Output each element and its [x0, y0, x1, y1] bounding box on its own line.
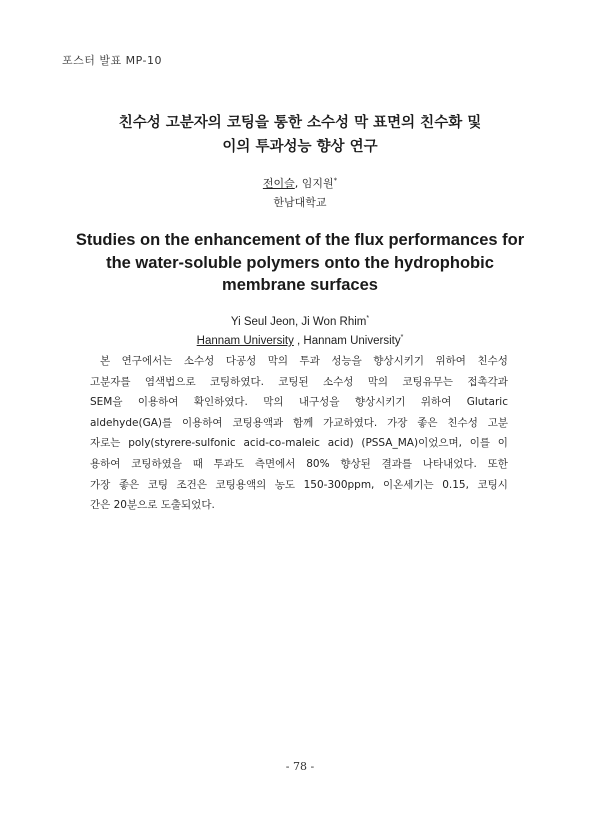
corresponding-mark-korean: *	[333, 176, 338, 185]
abstract-line	[90, 351, 508, 372]
abstract-word: 다공성	[225, 355, 257, 367]
abstract-word: 코팅유무는	[402, 375, 454, 388]
abstract-word: 이온세기는	[382, 478, 434, 491]
abstract-word: 함께	[293, 416, 314, 429]
abstract-word: 이용하여	[137, 396, 179, 409]
english-author-names: Yi Seul Jeon, Ji Won Rhim	[230, 316, 367, 328]
abstract-word: 향상된	[340, 457, 371, 470]
abstract-word: 위하여	[420, 396, 452, 409]
abstract-word: 코팅용액과	[232, 416, 284, 429]
abstract-word: 농도	[274, 478, 296, 491]
abstract-word: 고분자를	[90, 375, 131, 388]
abstract-line	[90, 475, 508, 496]
abstract-word: (PSSA_MA)이었으며,	[361, 437, 462, 450]
korean-affiliation: 한남대학교	[273, 196, 327, 209]
abstract-line	[90, 372, 508, 393]
abstract-word: 위하여	[435, 355, 466, 367]
abstract-word: 좋은	[417, 416, 438, 429]
abstract-word: poly(styrere-sulfonic	[128, 437, 236, 450]
english-title	[0, 229, 600, 297]
abstract-word: Glutaric	[466, 396, 508, 409]
english-affiliation-first: Hannam University	[196, 335, 294, 347]
abstract-word: 막의	[267, 355, 289, 367]
korean-title-line-1: 친수성 고분자의 코팅을 통한 소수성 막 표면의 친수화 및	[118, 115, 482, 131]
abstract-word: 막의	[263, 396, 284, 409]
abstract-word: 0.15,	[442, 478, 469, 491]
abstract-word: 투과	[299, 355, 320, 367]
abstract-word: 용하여	[90, 457, 121, 470]
abstract-line	[90, 495, 508, 516]
abstract-word: 자로는	[90, 437, 121, 450]
abstract-word: 본	[90, 355, 111, 367]
english-title-line-2: the water-soluble polymers onto the hydrophobic	[106, 253, 494, 272]
abstract-word: 결과를	[381, 457, 413, 470]
abstract-word: 이를	[469, 437, 491, 450]
abstract-word: 코팅된	[278, 375, 309, 388]
english-affiliation-separator: ,	[293, 335, 304, 347]
english-affiliation-second: Hannam University	[303, 335, 401, 347]
abstract-word: 친수성	[477, 355, 508, 367]
english-title-line-1: Studies on the enhancement of the flux performances for	[75, 231, 525, 249]
abstract-word: 소수성	[183, 355, 215, 367]
abstract-word: 확인하였다.	[193, 396, 248, 409]
abstract-line	[90, 454, 508, 475]
abstract-word: 이용하여	[182, 416, 223, 429]
abstract-word: 연구에서는	[121, 355, 173, 367]
abstract-word: 고분	[487, 416, 508, 429]
abstract-word: 코팅하였을	[131, 457, 182, 470]
abstract-word: 향상시키기	[354, 396, 406, 409]
korean-title	[0, 111, 600, 159]
presenter-name-korean: 전이슬	[262, 177, 295, 190]
corresponding-mark-english: *	[366, 315, 370, 323]
session-tag: 포스터 발표 MP-10	[62, 54, 162, 67]
abstract-word: 코팅하였다.	[209, 375, 264, 388]
abstract-word: 코팅용액의	[215, 478, 267, 491]
abstract-word: 코팅	[147, 478, 168, 491]
abstract-line	[90, 392, 508, 413]
abstract-word: 투과도	[213, 457, 245, 470]
abstract-word: 좋은	[118, 478, 140, 491]
abstract-word: 나타내었다.	[422, 457, 477, 470]
abstract-word: 가장	[387, 416, 408, 429]
abstract-word: 가교하였다.	[323, 416, 378, 429]
author-separator-korean: ,	[294, 177, 302, 190]
abstract-word: 코팅시	[477, 478, 508, 491]
english-affiliation	[0, 335, 600, 347]
abstract-body	[90, 351, 508, 516]
abstract-word: SEM을	[90, 396, 123, 409]
abstract-word: 향상시키기	[373, 355, 424, 367]
abstract-word: 또한	[487, 457, 508, 470]
abstract-word: 접촉각과	[467, 375, 508, 388]
korean-title-line-2: 이의 투과성능 향상 연구	[222, 139, 378, 155]
english-affiliation-mark: *	[400, 334, 404, 342]
abstract-word: acid-co-maleic	[243, 437, 320, 450]
english-authors	[0, 316, 600, 328]
abstract-word: 친수성	[447, 416, 478, 429]
abstract-word: 가장	[90, 478, 111, 491]
abstract-word: 막의	[367, 375, 389, 388]
korean-authors	[0, 175, 600, 191]
abstract-word: acid)	[327, 437, 354, 450]
abstract-word: 염색법으로	[144, 375, 196, 388]
abstract-word: 측면에서	[254, 457, 296, 470]
abstract-word: 내구성을	[298, 396, 340, 409]
abstract-word: 조건은	[176, 478, 207, 491]
abstract-word: aldehyde(GA)를	[90, 416, 173, 429]
abstract-line-text: 간은 20분으로 도출되었다.	[90, 499, 215, 512]
abstract-word: 80%	[306, 457, 330, 470]
abstract-word: 성능을	[331, 355, 362, 367]
english-title-line-3: membrane surfaces	[222, 276, 378, 294]
abstract-word: 이	[497, 437, 508, 450]
abstract-word: 소수성	[322, 375, 354, 388]
abstract-word: 때	[192, 457, 203, 470]
abstract-line	[90, 413, 508, 434]
corresponding-name-korean: 임지원	[301, 177, 334, 190]
page-number: - 78 -	[285, 760, 315, 773]
abstract-word: 150-300ppm,	[303, 478, 375, 491]
abstract-line	[90, 433, 508, 454]
